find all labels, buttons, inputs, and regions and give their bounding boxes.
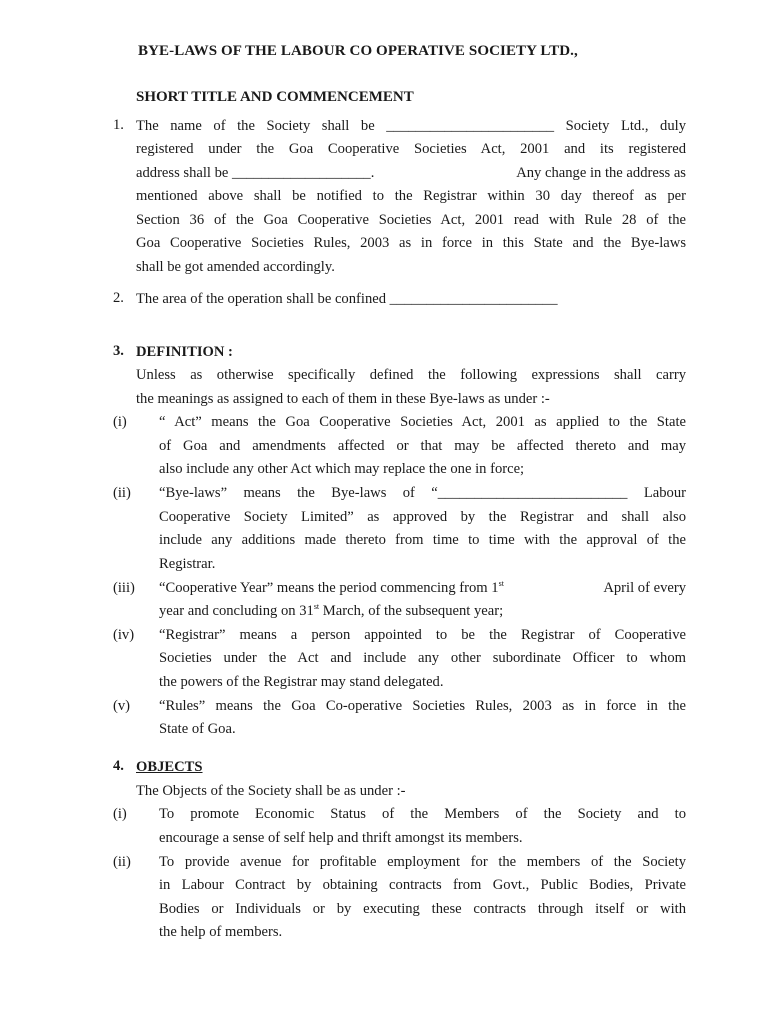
definition-iii-number: (iii) [113,580,135,596]
address-change-text: Any change in the address as [516,165,686,181]
section-4-number: 4. [113,758,124,774]
cooperative-year-text: March, of the subsequent year; [319,603,504,619]
section-4-intro: The Objects of the Society shall be as under :- [136,783,406,799]
definition-v-number: (v) [113,698,131,714]
object-ii-number: (ii) [113,854,131,870]
object-i-number: (i) [113,806,127,822]
definition-v-line: “Rules” means the Goa Co-operative Societies Rules, 2003 as in force in the [159,698,686,714]
definition-ii-line: Cooperative Society Limited” as approved by the Registrar and shall also [159,509,686,525]
section-1-line: Section 36 of the Goa Cooperative Societies Act, 2001 read with Rule 28 of the [136,212,686,228]
definition-i-line: also include any other Act which may replace the one in force; [159,461,525,477]
section-1-line: The name of the Society shall be _______________________ Society Ltd., duly [136,118,686,134]
ordinal-suffix: st [498,579,504,588]
object-ii-line: the help of members. [159,924,283,940]
definition-ii-line: “Bye-laws” means the Bye-laws of “__________________________ Labour [159,485,686,501]
section-1-line: Goa Cooperative Societies Rules, 2003 as in force in this State and the Bye-laws [136,235,686,251]
object-i-line: To promote Economic Status of the Members of the Society and to [159,806,686,822]
section-1-line: registered under the Goa Cooperative Societies Act, 2001 and its registered [136,141,686,157]
object-ii-line: Bodies or Individuals or by executing these contracts through itself or with [159,901,686,917]
definition-ii-line: Registrar. [159,556,216,572]
definition-iii-line [159,579,686,597]
section-3-number: 3. [113,343,124,359]
object-ii-line: in Labour Contract by obtaining contracts from Govt., Public Bodies, Private [159,877,686,893]
cooperative-year-text: “Cooperative Year” means the period commencing from 1 [159,580,499,596]
definition-iii-line [159,602,686,620]
section-3-heading: DEFINITION : [136,344,233,360]
section-3-intro: the meanings as assigned to each of them in these Bye-laws as under :- [136,391,550,407]
definition-v-line: State of Goa. [159,721,236,737]
definition-i-line: “ Act” means the Goa Cooperative Societies Act, 2001 as applied to the State [159,414,686,430]
definition-iv-number: (iv) [113,627,135,643]
cooperative-year-text: year and concluding on 31 [159,603,314,619]
section-2-line: The area of the operation shall be confined _______________________ [136,291,558,307]
section-2-number: 2. [113,290,124,306]
definition-ii-number: (ii) [113,485,131,501]
section-4-heading-row [136,758,686,776]
definition-ii-line: include any additions made thereto from time to time with the approval of the [159,532,686,548]
definition-iv-line: “Registrar” means a person appointed to be the Registrar of Cooperative [159,627,686,643]
definition-i-line: of Goa and amendments affected or that may be affected thereto and may [159,438,686,454]
object-i-line: encourage a sense of self help and thrift amongst its members. [159,830,523,846]
section-1-line: mentioned above shall be notified to the Registrar within 30 day thereof as per [136,188,686,204]
object-ii-line: To provide avenue for profitable employment for the members of the Society [159,854,686,870]
definition-i-number: (i) [113,414,127,430]
section-1-line: shall be got amended accordingly. [136,259,335,275]
section-1-line [136,164,686,182]
document-title: BYE-LAWS OF THE LABOUR CO OPERATIVE SOCIETY LTD., [138,43,578,59]
ordinal-suffix: st [313,602,320,611]
definition-iv-line: Societies under the Act and include any other subordinate Officer to whom [159,650,686,666]
section-4-heading: OBJECTS [136,759,203,775]
section-3-intro: Unless as otherwise specifically defined the following expressions shall carry [136,367,686,383]
cooperative-year-text: April of every [603,580,686,596]
address-blank-text: address shall be ___________________. [136,165,375,181]
definition-iv-line: the powers of the Registrar may stand delegated. [159,674,444,690]
section-1-number: 1. [113,117,124,133]
section-subtitle: SHORT TITLE AND COMMENCEMENT [136,89,414,105]
